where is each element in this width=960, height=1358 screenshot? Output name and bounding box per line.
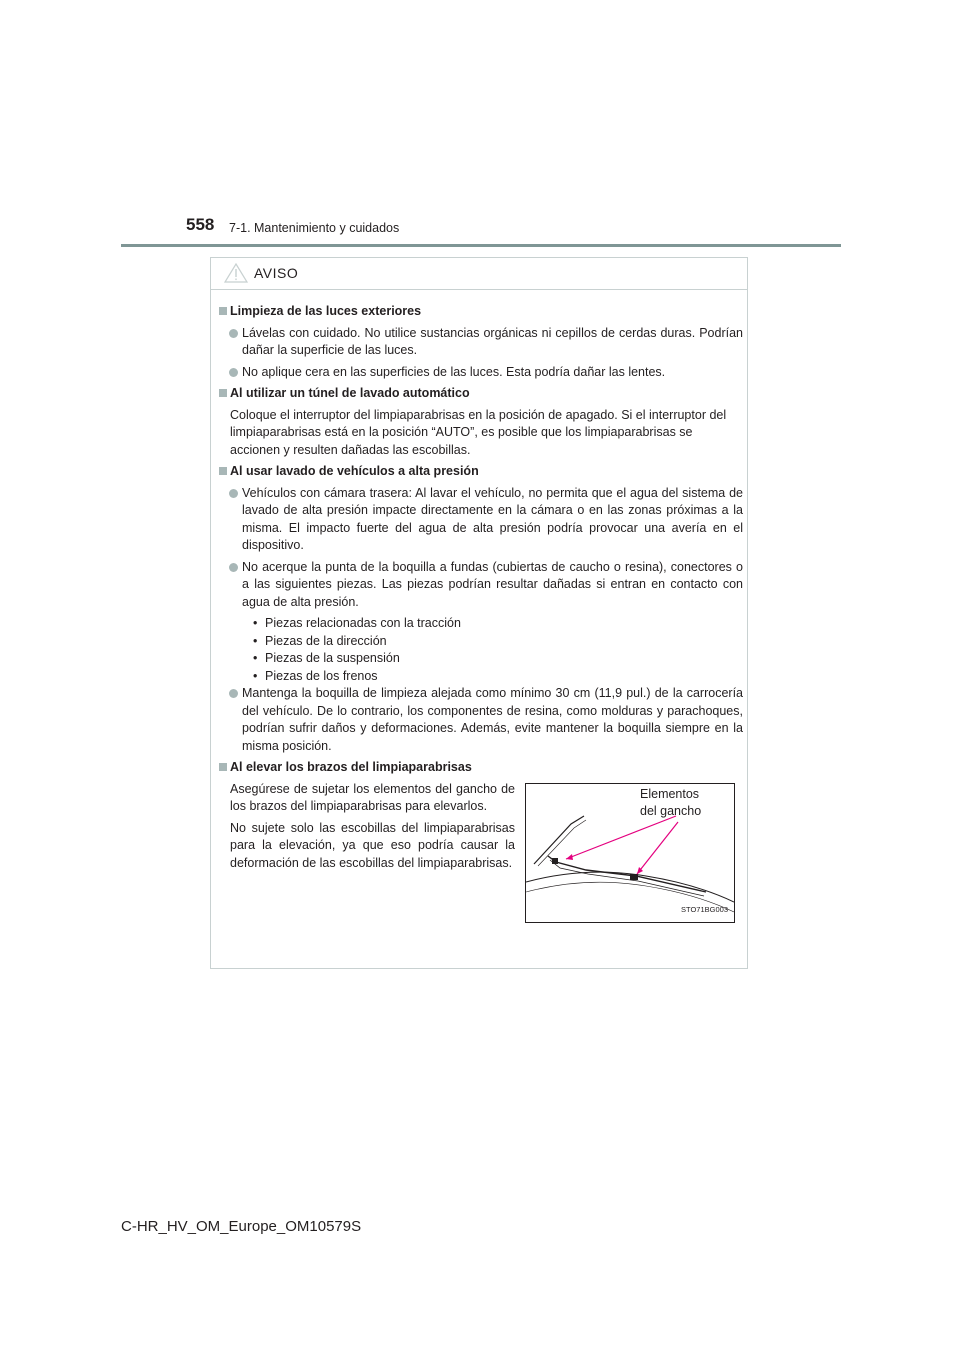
section-heading (219, 759, 743, 777)
header-rule (121, 244, 841, 247)
round-bullet-icon (229, 329, 238, 338)
paragraph: Asegúrese de sujetar los elementos del gancho de los brazos del limpiaparabrisas para elevarlos. (230, 781, 515, 813)
wiper-instructions (230, 781, 515, 877)
bullet-text: No aplique cera en las superficies de las luces. Esta podría dañar las lentes. (242, 364, 666, 379)
warning-title: AVISO (254, 265, 299, 281)
bullet-item (219, 485, 743, 555)
round-bullet-icon (229, 563, 238, 572)
heading-text: Limpieza de las luces exteriores (230, 304, 422, 318)
list-item: • Piezas de la suspensión (253, 651, 400, 665)
section-heading (219, 303, 743, 321)
square-bullet-icon (219, 467, 227, 475)
square-bullet-icon (219, 389, 227, 397)
round-bullet-icon (229, 689, 238, 698)
warning-header (211, 258, 747, 290)
section-heading (219, 385, 743, 403)
warning-content (219, 303, 743, 931)
wiper-section (219, 781, 743, 931)
heading-text: Al utilizar un túnel de lavado automático (230, 386, 470, 400)
heading-text: Al elevar los brazos del limpiaparabrisas (230, 760, 472, 774)
section-title: 7-1. Mantenimiento y cuidados (229, 221, 400, 235)
bullet-text: Lávelas con cuidado. No utilice sustancias orgánicas ni cepillos de cerdas duras. Podrían dañar la superficie de las luces. (242, 325, 743, 357)
page-number: 558 (186, 215, 215, 234)
square-bullet-icon (219, 307, 227, 315)
figure-code: STO71BG003 (681, 905, 728, 914)
bullet-text: No acerque la punta de la boquilla a fundas (cubiertas de caucho o resina), conectores o a las siguientes piezas. Las piezas podrían resultar dañadas si entran en contacto con agua de alta presión. (242, 559, 743, 609)
square-bullet-icon (219, 763, 227, 771)
warning-box (210, 257, 748, 969)
bullet-item (219, 364, 743, 382)
list-item: • Piezas de los frenos (253, 668, 378, 683)
parts-list (219, 615, 743, 685)
bullet-item (219, 325, 743, 360)
bullet-item (219, 685, 743, 755)
figure-callout-label: Elementos del gancho (640, 786, 702, 818)
list-item: • Piezas relacionadas con la tracción (253, 616, 461, 630)
round-bullet-icon (229, 489, 238, 498)
bullet-text: Mantenga la boquilla de limpieza alejada como mínimo 30 cm (11,9 pul.) de la carrocería del vehículo. De lo contrario, los componentes de resina, como molduras y parachoques, podrían sufrir daños y deformaciones. Además, evite mantener la boquilla siempre en la misma posición. (242, 686, 743, 753)
wiper-illustration (525, 783, 735, 923)
round-bullet-icon (229, 368, 238, 377)
list-item: • Piezas de la dirección (253, 633, 387, 648)
footer-document-code: C-HR_HV_OM_Europe_OM10579S (121, 1218, 362, 1235)
bullet-text: Vehículos con cámara trasera: Al lavar el vehículo, no permita que el agua del sistema de lavado de alta presión impacte directamente en la cámara o en las zonas próximas a la misma. El impacto fuerte del agua de alta presión podría provocar una avería en el dispositivo. (242, 485, 743, 552)
section-heading (219, 463, 743, 481)
paragraph: No sujete solo las escobillas del limpiaparabrisas para la elevación, ya que eso podría causar la deformación de las escobillas del limpiaparabrisas. (230, 820, 515, 870)
section-paragraph: Coloque el interruptor del limpiaparabrisas en la posición de apagado. Si el interruptor del limpiaparabrisas está en la posición “AUTO”, es posible que los limpiaparabrisas se accionen y resulten dañadas las escobillas. (230, 407, 727, 457)
warning-triangle-icon (224, 263, 248, 283)
heading-text: Al usar lavado de vehículos a alta presión (230, 464, 479, 478)
bullet-item (219, 559, 743, 612)
